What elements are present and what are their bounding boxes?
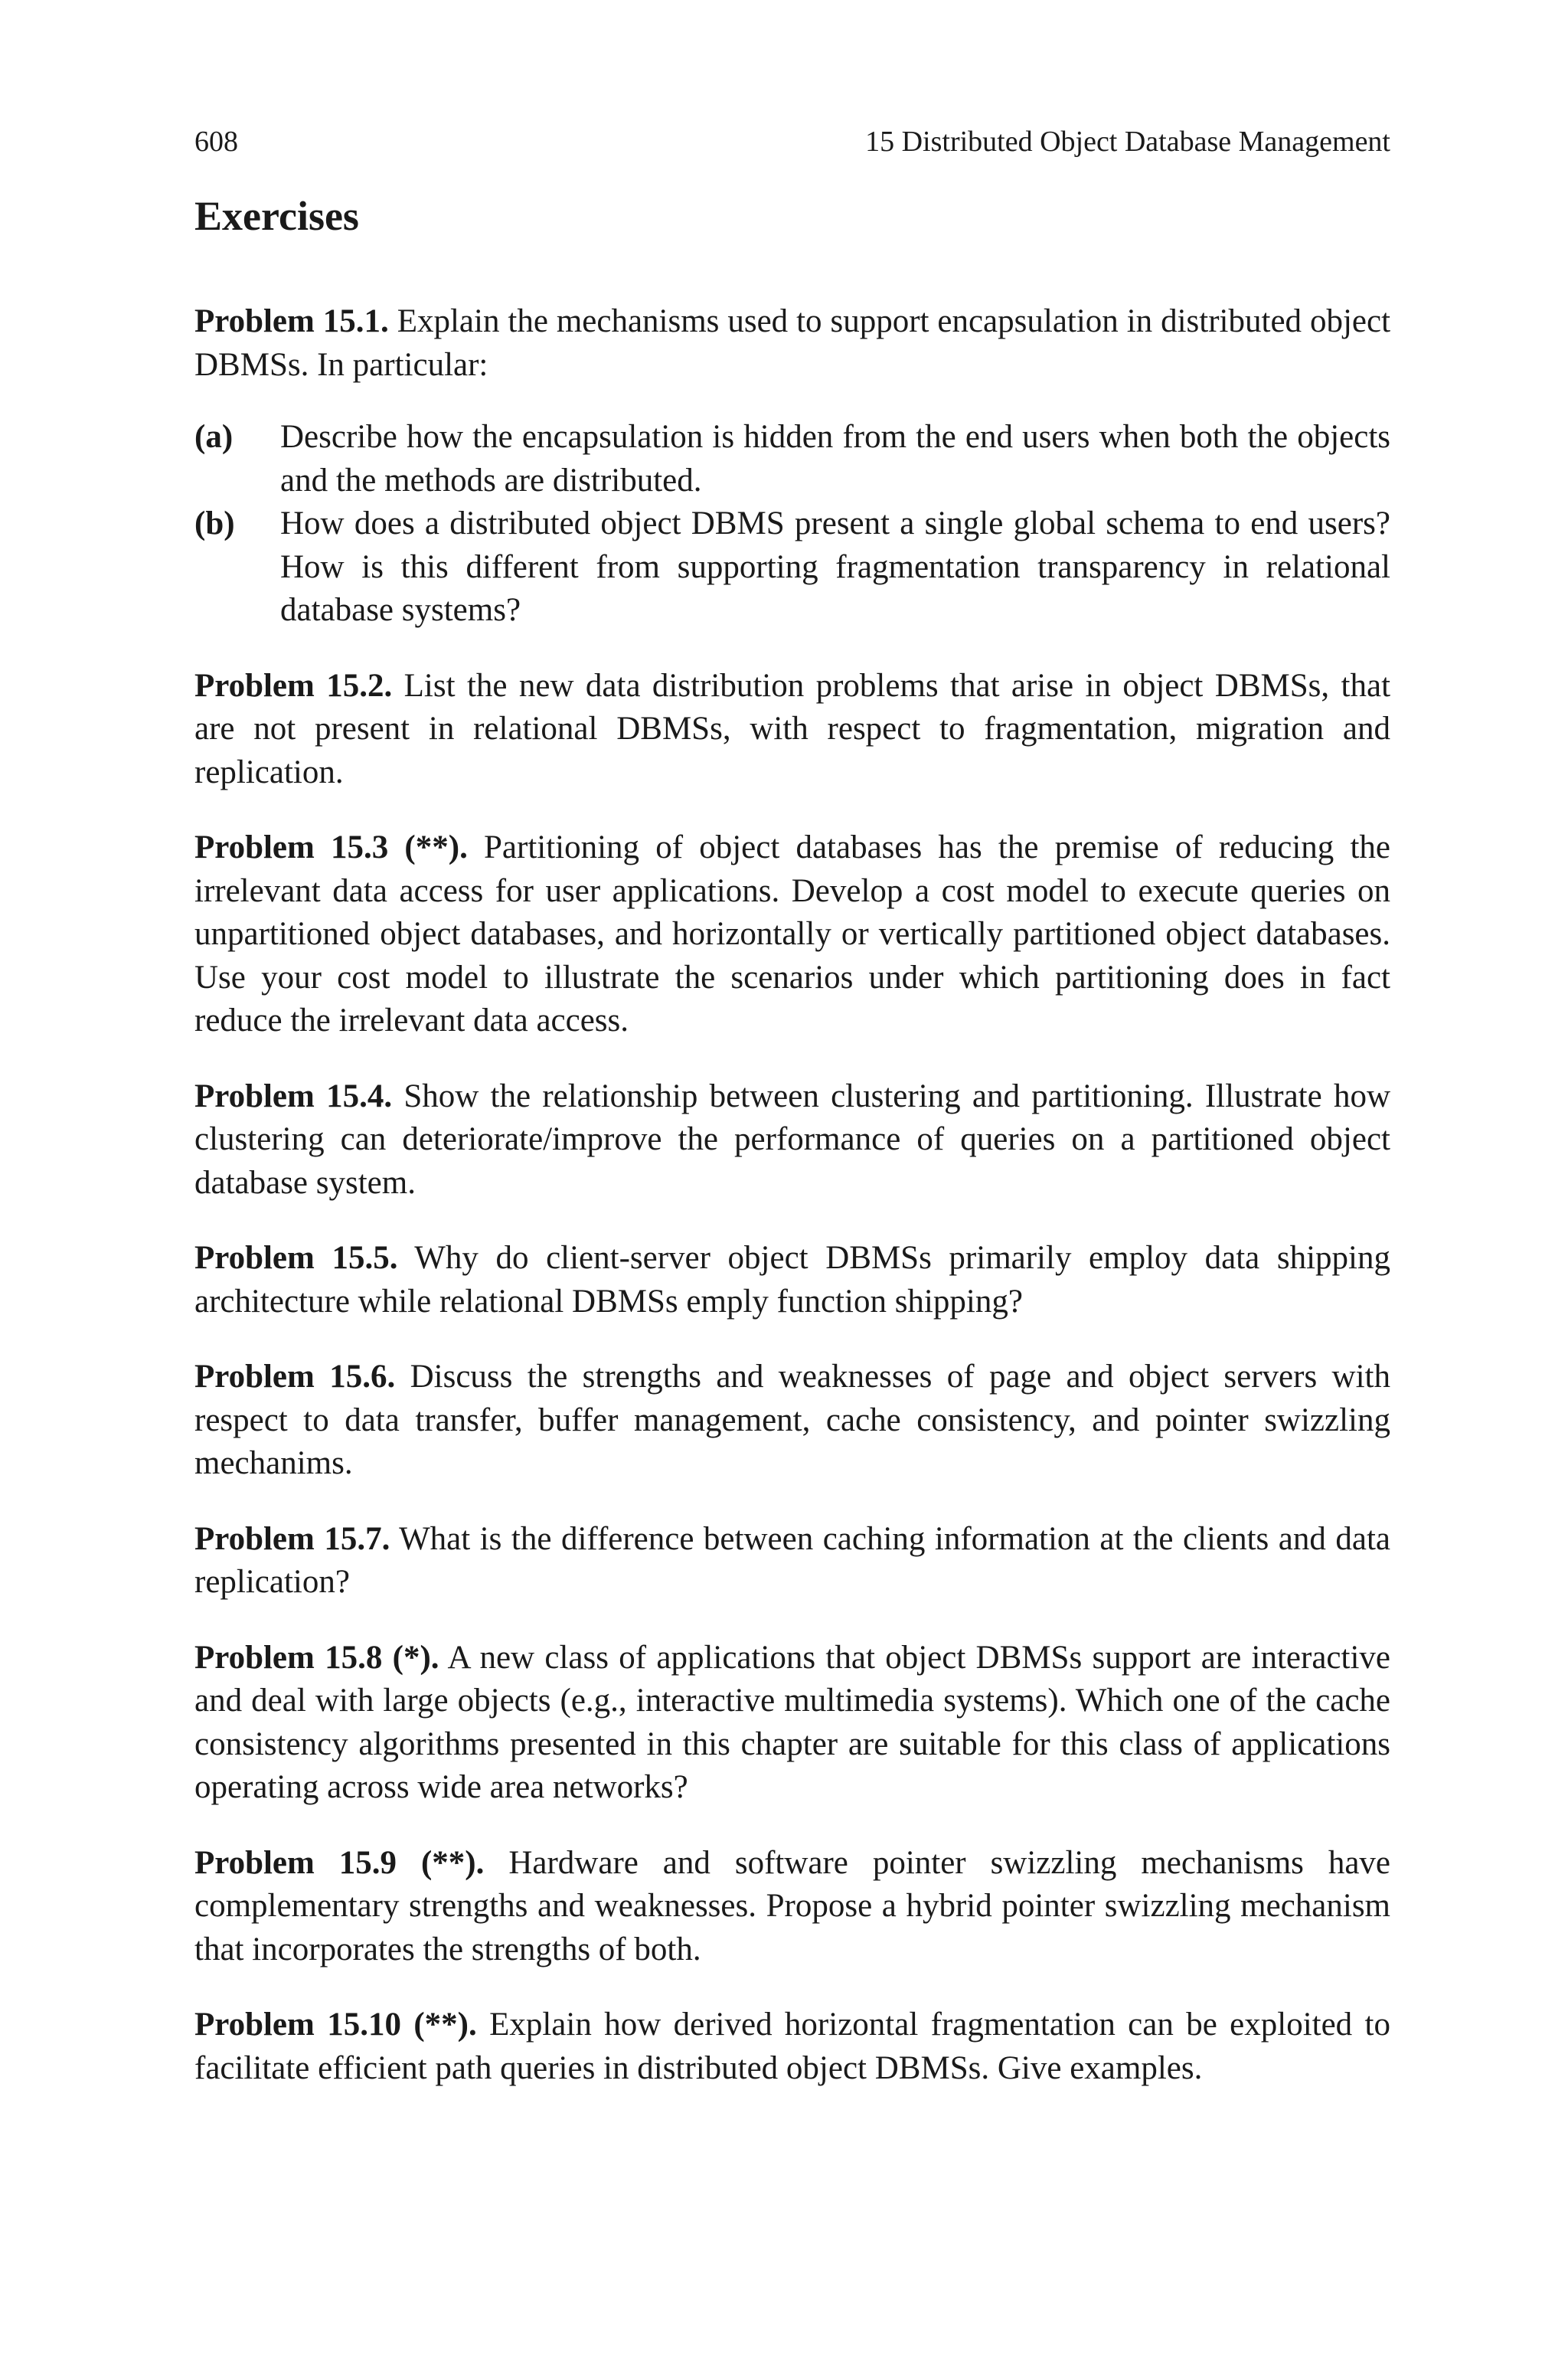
problem-text: Explain the mechanisms used to support encapsulation in distributed object DBMSs. In particular: [194, 303, 1391, 383]
problem-text: Why do client-server object DBMSs primarily employ data shipping architecture while relational DBMSs emply function shipping? [194, 1240, 1390, 1320]
problem-15-2 [194, 665, 1390, 795]
subitem-letter: (b) [194, 505, 235, 541]
problem-label: Problem 15.8 (*). [194, 1639, 439, 1676]
page-number: 608 [194, 126, 238, 158]
problem-15-7 [194, 1518, 1390, 1604]
problem-text: Explain how derived horizontal fragmentation can be exploited to facilitate efficient path queries in distributed object DBMSs. Give examples. [194, 2007, 1390, 2086]
subitem-text: How does a distributed object DBMS present a single global schema to end users? How is this different from supporting fragmentation transparency in relational database systems? [280, 505, 1390, 628]
problem-15-3 [194, 826, 1390, 1043]
running-head [194, 123, 1390, 161]
book-page [194, 0, 1390, 2378]
problem-label: Problem 15.2. [194, 667, 393, 704]
problem-15-5 [194, 1237, 1390, 1323]
problem-text: What is the difference between caching information at the clients and data replication? [194, 1520, 1390, 1600]
subitem-a [194, 416, 1390, 502]
problem-15-6 [194, 1356, 1390, 1486]
problem-text: Show the relationship between clustering and partitioning. Illustrate how clustering can deteriorate/improve the performance of queries on a partitioned object database system. [194, 1078, 1390, 1201]
problem-label: Problem 15.3 (**). [194, 829, 468, 865]
section-title: Exercises [194, 193, 359, 239]
subitem-letter: (a) [194, 419, 234, 455]
subitem-text: Describe how the encapsulation is hidden from the end users when both the objects and the methods are distributed. [280, 419, 1390, 499]
problem-label: Problem 15.10 (**). [194, 2007, 477, 2043]
problem-15-10 [194, 2003, 1390, 2090]
chapter-title: 15 Distributed Object Database Management [865, 126, 1390, 158]
problem-text: Partitioning of object databases has the premise of reducing the irrelevant data access for user applications. Develop a cost model to execute queries on unpartitioned object databases, and horizontally or vertically partitioned object databases. Use your cost model to illustrate the scenarios under which partitioning does in fact reduce the irrelevant data access. [194, 829, 1390, 1039]
problem-text: List the new data distribution problems that arise in object DBMSs, that are not present in relational DBMSs, with respect to fragmentation, migration and replication. [194, 667, 1391, 790]
subitem-list [194, 416, 1390, 633]
subitem-b [194, 502, 1390, 633]
problem-15-4 [194, 1075, 1390, 1205]
problem-label: Problem 15.7. [194, 1520, 390, 1557]
problem-15-1 [194, 300, 1390, 633]
problem-label: Problem 15.9 (**). [194, 1844, 485, 1881]
problem-15-8 [194, 1637, 1390, 1810]
problem-15-9 [194, 1842, 1390, 1972]
problem-text: Discuss the strengths and weaknesses of page and object servers with respect to data transfer, buffer management, cache consistency, and pointer swizzling mechanims. [194, 1359, 1391, 1481]
problem-text: Hardware and software pointer swizzling mechanisms have complementary strengths and weaknesses. Propose a hybrid pointer swizzling mechanism that incorporates the strengths of both. [194, 1844, 1391, 1967]
problem-label: Problem 15.5. [194, 1240, 398, 1276]
problem-label: Problem 15.6. [194, 1359, 396, 1395]
problem-label: Problem 15.4. [194, 1078, 393, 1114]
problem-text: A new class of applications that object DBMSs support are interactive and deal with large objects (e.g., interactive multimedia systems). Which one of the cache consistency algorithms presented in this chapter are suitable for this class of applications operating across wide area networks? [194, 1639, 1390, 1805]
problem-label: Problem 15.1. [194, 303, 389, 339]
problem-list [194, 300, 1390, 2122]
